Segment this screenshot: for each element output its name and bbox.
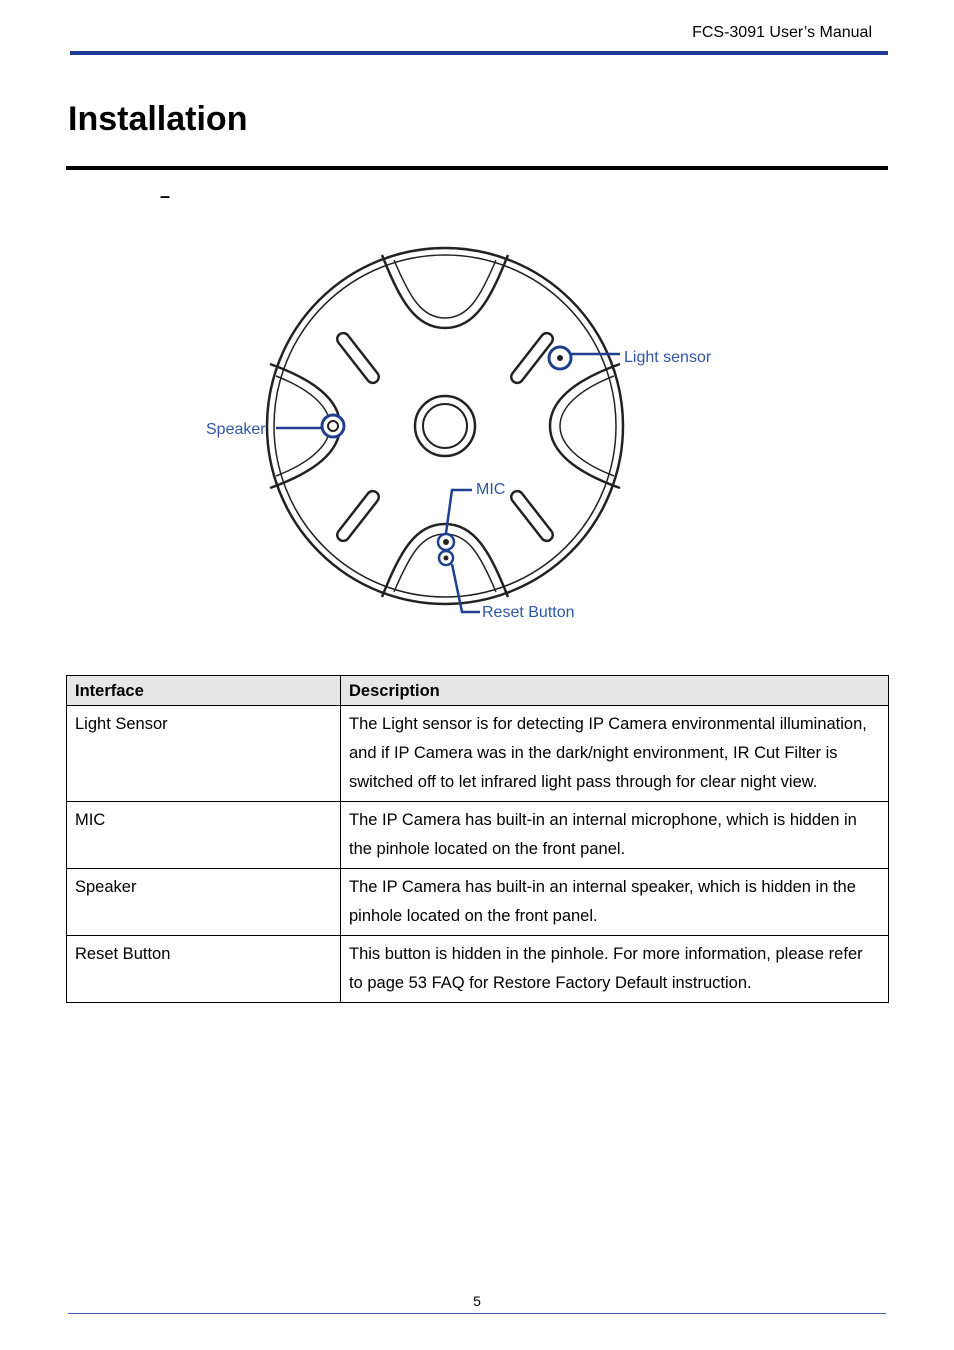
speaker-label: Speaker xyxy=(206,421,266,438)
header-manual-title: FCS-3091 User’s Manual xyxy=(692,24,872,41)
header-rule xyxy=(70,51,888,55)
table-row xyxy=(67,802,889,869)
page-number: 5 xyxy=(473,1293,481,1309)
mic-label: MIC xyxy=(476,481,506,498)
section-dash: – xyxy=(160,186,171,206)
description-cell: The IP Camera has built-in an internal microphone, which is hidden in the pinhole located on the front panel. xyxy=(341,802,889,869)
interface-cell: Reset Button xyxy=(67,936,341,1003)
description-cell: The Light sensor is for detecting IP Camera environmental illumination, and if IP Camera was in the dark/night environment, IR Cut Filter is switched off to let infrared light pass through for clear night view. xyxy=(341,706,889,802)
footer-rule xyxy=(68,1313,886,1314)
camera-front-panel-drawing xyxy=(200,240,740,630)
camera-front-panel-figure xyxy=(200,240,740,630)
interface-cell: Speaker xyxy=(67,869,341,936)
header-description: Description xyxy=(341,676,889,706)
header-interface: Interface xyxy=(67,676,341,706)
interface-table xyxy=(66,675,889,1003)
reset-button-label: Reset Button xyxy=(482,604,575,621)
speaker-icon xyxy=(322,415,344,437)
description-cell: This button is hidden in the pinhole. For more information, please refer to page 53 FAQ for Restore Factory Default instruction. xyxy=(341,936,889,1003)
light-sensor-label: Light sensor xyxy=(624,349,712,366)
table-row xyxy=(67,936,889,1003)
page-title: Installation xyxy=(68,100,248,138)
interface-cell: MIC xyxy=(67,802,341,869)
table-row xyxy=(67,869,889,936)
title-rule xyxy=(66,166,888,170)
interface-cell: Light Sensor xyxy=(67,706,341,802)
table-header-row xyxy=(67,676,889,706)
description-cell: The IP Camera has built-in an internal speaker, which is hidden in the pinhole located on the front panel. xyxy=(341,869,889,936)
table-row xyxy=(67,706,889,802)
